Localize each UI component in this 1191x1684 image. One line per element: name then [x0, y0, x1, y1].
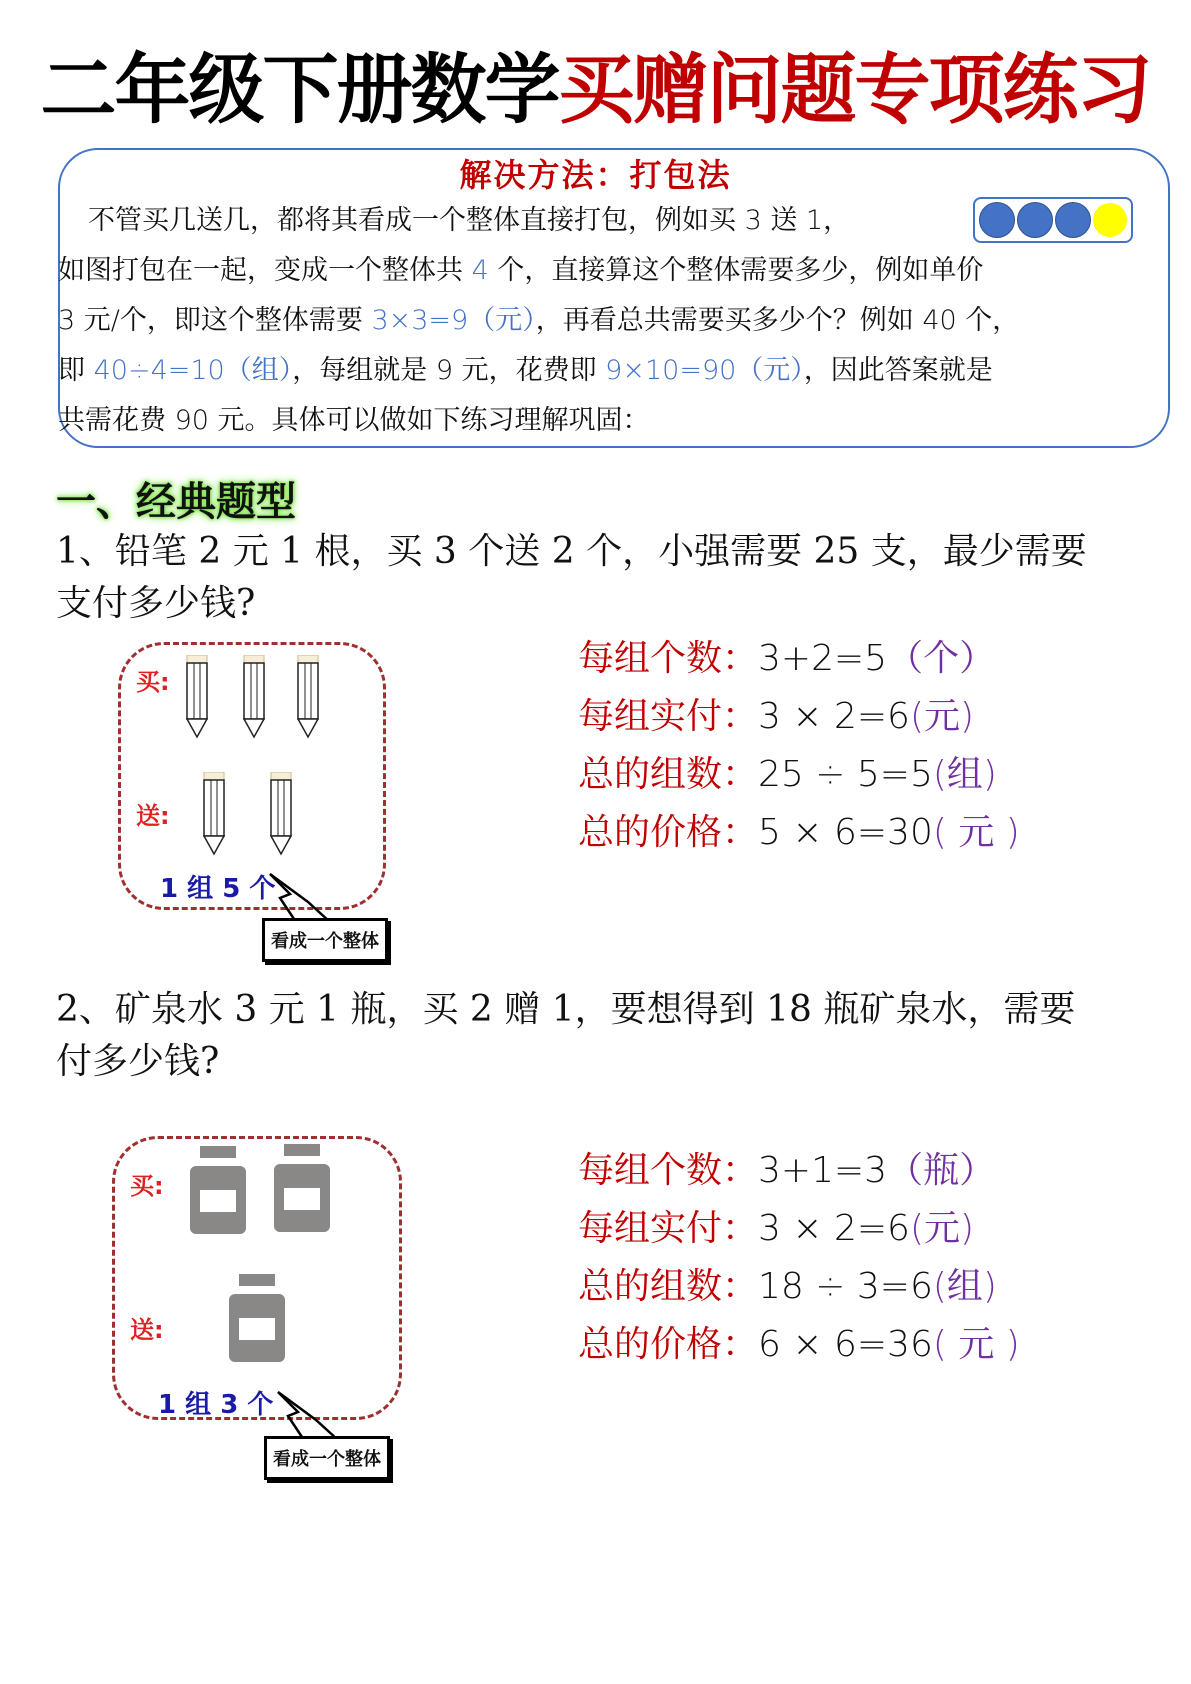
highlight: 3×3=9（元）	[371, 305, 536, 336]
highlight: 9×10=90（元）	[605, 355, 804, 386]
highlight: 4	[471, 255, 489, 286]
callout-box: 看成一个整体	[264, 1436, 390, 1480]
text: 即	[58, 355, 94, 386]
solution-unit: （瓶）	[887, 1150, 996, 1191]
problem-1-question	[56, 526, 1136, 630]
blue-dot-icon	[979, 202, 1015, 238]
text: 如图打包在一起，变成一个整体共	[58, 255, 472, 286]
yellow-dot-icon	[1093, 203, 1127, 237]
solution-value: 18 ÷ 3=6	[758, 1266, 933, 1307]
blue-dot-icon	[1017, 202, 1053, 238]
solution-row	[578, 804, 1020, 862]
method-line-5: 共需花费 90 元。具体可以做如下练习理解巩固：	[58, 405, 650, 436]
bottle-icon	[190, 1146, 246, 1236]
solution-row	[578, 1258, 1020, 1316]
callout-box: 看成一个整体	[262, 918, 388, 962]
text: 3 元/个，即这个整体需要	[58, 305, 372, 336]
solution-key: 每组实付：	[578, 696, 759, 737]
title-part1: 二年级下册数学	[40, 45, 559, 134]
solution-row	[578, 1316, 1020, 1374]
bottle-icon	[274, 1144, 330, 1234]
question-line: 2、矿泉水 3 元 1 瓶，买 2 赠 1，要想得到 18 瓶矿泉水，需要	[56, 989, 1076, 1030]
solution-value: 3 × 2=6	[758, 1208, 910, 1249]
solution-unit: ( 元 )	[932, 1324, 1020, 1365]
text: ，因此答案就是	[803, 355, 993, 386]
solution-row	[578, 1200, 1020, 1258]
bundle-dots-illustration	[973, 197, 1133, 243]
solution-value: 6 × 6=36	[758, 1324, 933, 1365]
page-title	[0, 45, 1191, 134]
solution-key: 每组实付：	[578, 1208, 759, 1249]
group-label: 1 组 5 个	[160, 874, 276, 904]
bottle-icon	[229, 1274, 285, 1364]
buy-label: 买:	[130, 1172, 164, 1200]
method-line-1: 不管买几送几，都将其看成一个整体直接打包，例如买 3 送 1，	[88, 205, 851, 236]
solution-value: 3 × 2=6	[758, 696, 910, 737]
method-line-4	[58, 346, 1138, 396]
text: ，每组就是 9 元，花费即	[292, 355, 606, 386]
gift-label: 送:	[130, 1316, 164, 1344]
solution-value: 5 × 6=30	[758, 812, 933, 853]
pencil-icon	[270, 772, 292, 856]
question-line: 1、铅笔 2 元 1 根，买 3 个送 2 个，小强需要 25 支，最少需要	[56, 531, 1087, 572]
solution-unit: (元)	[909, 696, 975, 737]
highlight: 40÷4=10（组）	[93, 355, 293, 386]
solution-value: 3+1=3	[758, 1150, 888, 1191]
group-label: 1 组 3 个	[158, 1390, 274, 1420]
text: 个，直接算这个整体需要多少，例如单价	[488, 255, 984, 286]
solution-key: 每组个数：	[578, 1150, 759, 1191]
solution-row	[578, 630, 1020, 688]
callout-pointer-icon	[268, 872, 348, 924]
pencil-icon	[186, 655, 208, 739]
solution-unit: (组)	[932, 754, 997, 795]
method-line-2	[58, 246, 1138, 296]
solution-row	[578, 688, 1020, 746]
solution-key: 总的价格：	[578, 1324, 759, 1365]
question-line: 支付多少钱?	[56, 583, 256, 624]
callout-pointer-icon	[276, 1390, 356, 1442]
method-heading: 解决方法：打包法	[459, 156, 732, 194]
solution-key: 总的组数：	[578, 1266, 759, 1307]
problem-1-solution	[578, 630, 1020, 862]
title-part2: 买赠问题专项练习	[558, 45, 1151, 134]
solution-row	[578, 1142, 1020, 1200]
solution-unit: (组)	[932, 1266, 997, 1307]
pencil-icon	[297, 655, 319, 739]
solution-unit: (元)	[909, 1208, 975, 1249]
solution-value: 25 ÷ 5=5	[758, 754, 933, 795]
section-heading: 一、经典题型	[56, 479, 296, 525]
method-line-3	[58, 296, 1138, 346]
problem-2-solution	[578, 1142, 1020, 1374]
problem-2-question	[56, 984, 1136, 1088]
solution-key: 总的组数：	[578, 754, 759, 795]
solution-value: 3+2=5	[758, 638, 888, 679]
text: ，再看总共需要买多少个？例如 40 个，	[535, 305, 1020, 336]
blue-dot-icon	[1055, 202, 1091, 238]
pencil-icon	[203, 772, 225, 856]
solution-unit: （个）	[887, 638, 996, 679]
solution-key: 每组个数：	[578, 638, 759, 679]
gift-label: 送:	[136, 802, 170, 830]
solution-key: 总的价格：	[578, 812, 759, 853]
pencil-icon	[243, 655, 265, 739]
solution-unit: ( 元 )	[932, 812, 1020, 853]
question-line: 付多少钱?	[56, 1041, 220, 1082]
buy-label: 买:	[136, 668, 170, 696]
solution-row	[578, 746, 1020, 804]
